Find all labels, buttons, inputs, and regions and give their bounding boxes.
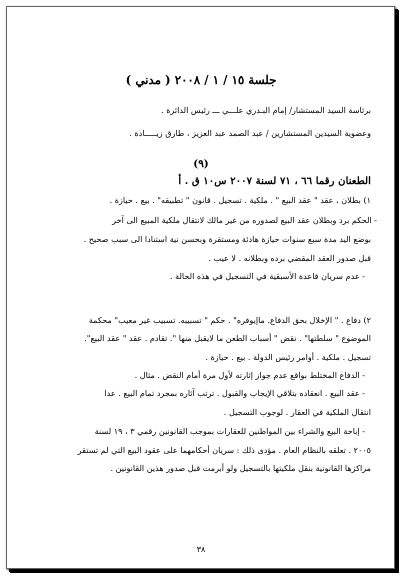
appeal-heading: الطعنان رقما ٦٦ ، ٧١ لسنة ٢٠٠٧ س١٠ ق . أ (178, 175, 371, 187)
section1-line: - عدم سريان قاعدة الأسبقية في التسجيل في هذه الحالة . (169, 271, 365, 281)
session-title: جلسة ١٥ / ١ / ٢٠٠٨ ( مدني ) (125, 73, 277, 87)
membership-line: وعضوية السيدين المستشارين / عبد الصمد عبد العزيز ، طارق زيـــــادة . (129, 128, 371, 138)
case-number: (٩) (193, 158, 209, 170)
section2-line: مراكزها القانونية بنقل ملكيتها بالتسجيل ولو أبرمت قبل صدور هذين القانونين . (110, 463, 371, 473)
section2-line: ٢) دفاع . " الإخلال بحق الدفاع. ماإيوفره" . حكم " تسبيبه. تسبيب غير معيب" محكمة (88, 315, 371, 325)
section2-line: - الدفاع المختلط بواقع عدم جواز إثارته لأول مرة أمام النقض . مثال . (134, 370, 365, 380)
section2-line: ٢٠٠٥ . تعلقه بالنظام العام . مؤدى ذلك : سريان أحكامهما على عقود البيع التي لم تستقر (77, 445, 371, 455)
section1-line: قبل صدور العقد المقضي برده وبطلانه . لا عيب . (208, 253, 371, 263)
section2-line: - إباحة البيع والشراء بين المواطنين للعقارات بموجب القانونين رقمي ٣ ، ١٩ لسنة (94, 426, 365, 436)
section2-line: انتقال الملكية في العقار . لوجوب التسجيل . (223, 407, 371, 417)
page-content (31, 7, 377, 567)
section1-line: ١) بطلان ، عقد " عقد البيع " . ملكية . تسجيل . قانون " تطبيقه" . بيع . حيازة . (109, 195, 371, 205)
section2-line: - عقد البيع . انعقاده بتلاقي الإيجاب والقبول . ترتب آثاره بمجرد تمام البيع . عدا (104, 388, 365, 398)
section1-line: بوضع اليد مدة سبع سنوات حيازة هادئة ومستقرة وبحسن نية استنادا الى سبب صحيح . (83, 234, 371, 244)
page-number: ٣٨ (196, 545, 206, 554)
section2-line: الموضوع " سلطتها" . نقض " أسباب الطعن ما لايقبل منها ". تقادم . عقد " عقد البيع". (84, 333, 371, 343)
section1-line: - الحكم برد وبطلان عقد البيع لصدوره من غير مالك لانتقال ملكية المبيع الى آخر (112, 215, 377, 225)
presidency-line: برئاسة السيد المستشار/ إمام البـدري علـــي ـــ رئيس الدائرة . (161, 105, 371, 115)
document-page (6, 6, 395, 569)
section2-line: تسجيل . ملكية . أوامر رئيس الدولة . بيع . حيازة . (205, 352, 371, 362)
